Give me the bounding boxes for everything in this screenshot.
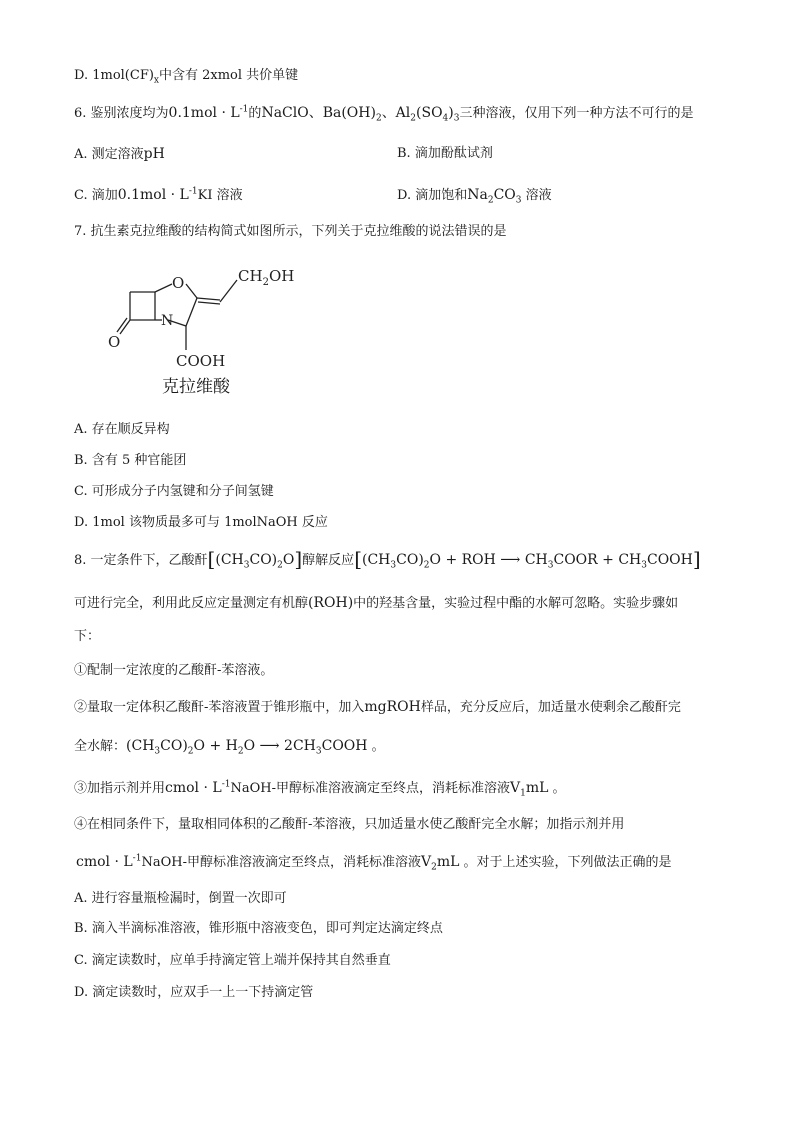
ring-nitrogen-label: N xyxy=(161,313,174,329)
q8-step4: ④在相同条件下，量取相同体积的乙酸酐-苯溶液，只加适量水使乙酸酐完全水解；加指示剂并用 xyxy=(74,817,625,832)
ring-oxygen-label: O xyxy=(172,274,185,292)
q8-step1: ①配制一定浓度的乙酸酐-苯溶液。 xyxy=(74,663,274,678)
ch2oh-label: $CH_2OH$ xyxy=(238,267,295,288)
q8-option-b: B. 滴入半滴标准溶液，锥形瓶中溶液变色，即可判定达滴定终点 xyxy=(74,921,443,936)
q6-option-d: D. 滴加饱和$Na_2CO_3$ 溶液 xyxy=(397,187,552,206)
q7-option-d: D. 1mol 该物质最多可与 1molNaOH 反应 xyxy=(74,515,328,530)
q5-option-d: D. $1mol(CF)_x$中含有 2xmol 共价单键 xyxy=(74,68,299,86)
q8-step2-equation: 全水解：$(CH_3CO)_2O + H_2O$ ⟶ $2CH_3COOH$ 。 xyxy=(74,738,385,757)
q8-step3: ③加指示剂并用cmol · $L^{-1}NaOH-$甲醇标准溶液滴定至终点，消耗标准溶液$V_1mL$ 。 xyxy=(74,779,566,799)
q8-stem-line2: 可进行完全，利用此反应定量测定有机醇(ROH)中的羟基含量，实验过程中酯的水解可忽略。实验步骤如 xyxy=(74,595,679,611)
q6-option-c: C. 滴加$0.1mol \cdot L^{-1}KI$ 溶液 xyxy=(74,186,243,203)
q8-option-a: A. 进行容量瓶检漏时，倒置一次即可 xyxy=(74,891,287,906)
q7-option-b: B. 含有 5 种官能团 xyxy=(74,453,187,468)
q6-option-a: A. 测定溶液pH xyxy=(74,146,165,162)
q7-option-c: C. 可形成分子内氢键和分子间氢键 xyxy=(74,484,274,499)
structure-caption: 克拉维酸 xyxy=(162,377,230,397)
q7-option-a: A. 存在顺反异构 xyxy=(74,422,170,437)
carbonyl-oxygen-label: O xyxy=(108,333,121,351)
q8-stem-line3: 下： xyxy=(74,629,101,644)
q8-option-d: D. 滴定读数时，应双手一上一下持滴定管 xyxy=(74,985,314,1000)
q8-step2: ②量取一定体积乙酸酐-苯溶液置于锥形瓶中，加入mgROH样品，充分反应后，加适量水使剩余乙酸酐完 xyxy=(74,699,681,715)
q8-stem-line1: 8. 一定条件下，乙酸酐$[(CH_3CO)_2O]$醇解反应[$(CH_3CO)_2O$ + ROH ⟶ $CH_3COOR$ + $CH_3COOH$] xyxy=(74,547,701,571)
q8-step4-cont: cmol · $L^{-1}NaOH-$甲醇标准溶液滴定至终点，消耗标准溶液$V_2mL$ 。对于上述实验，下列做法正确的是 xyxy=(76,853,672,873)
q7-stem: 7. 抗生素克拉维酸的结构简式如图所示，下列关于克拉维酸的说法错误的是 xyxy=(74,224,507,239)
cooh-label: COOH xyxy=(176,352,226,370)
q6-stem: 6. 鉴别浓度均为$0.1mol \cdot L^{-1}$的NaClO、$Ba(OH)_2$、$Al_2(SO_4)_3$三种溶液，仅用下列一种方法不可行的是 xyxy=(74,104,694,124)
q6-option-b: B. 滴加酚酞试剂 xyxy=(397,146,493,161)
q8-option-c: C. 滴定读数时，应单手持滴定管上端并保持其自然垂直 xyxy=(74,953,391,968)
